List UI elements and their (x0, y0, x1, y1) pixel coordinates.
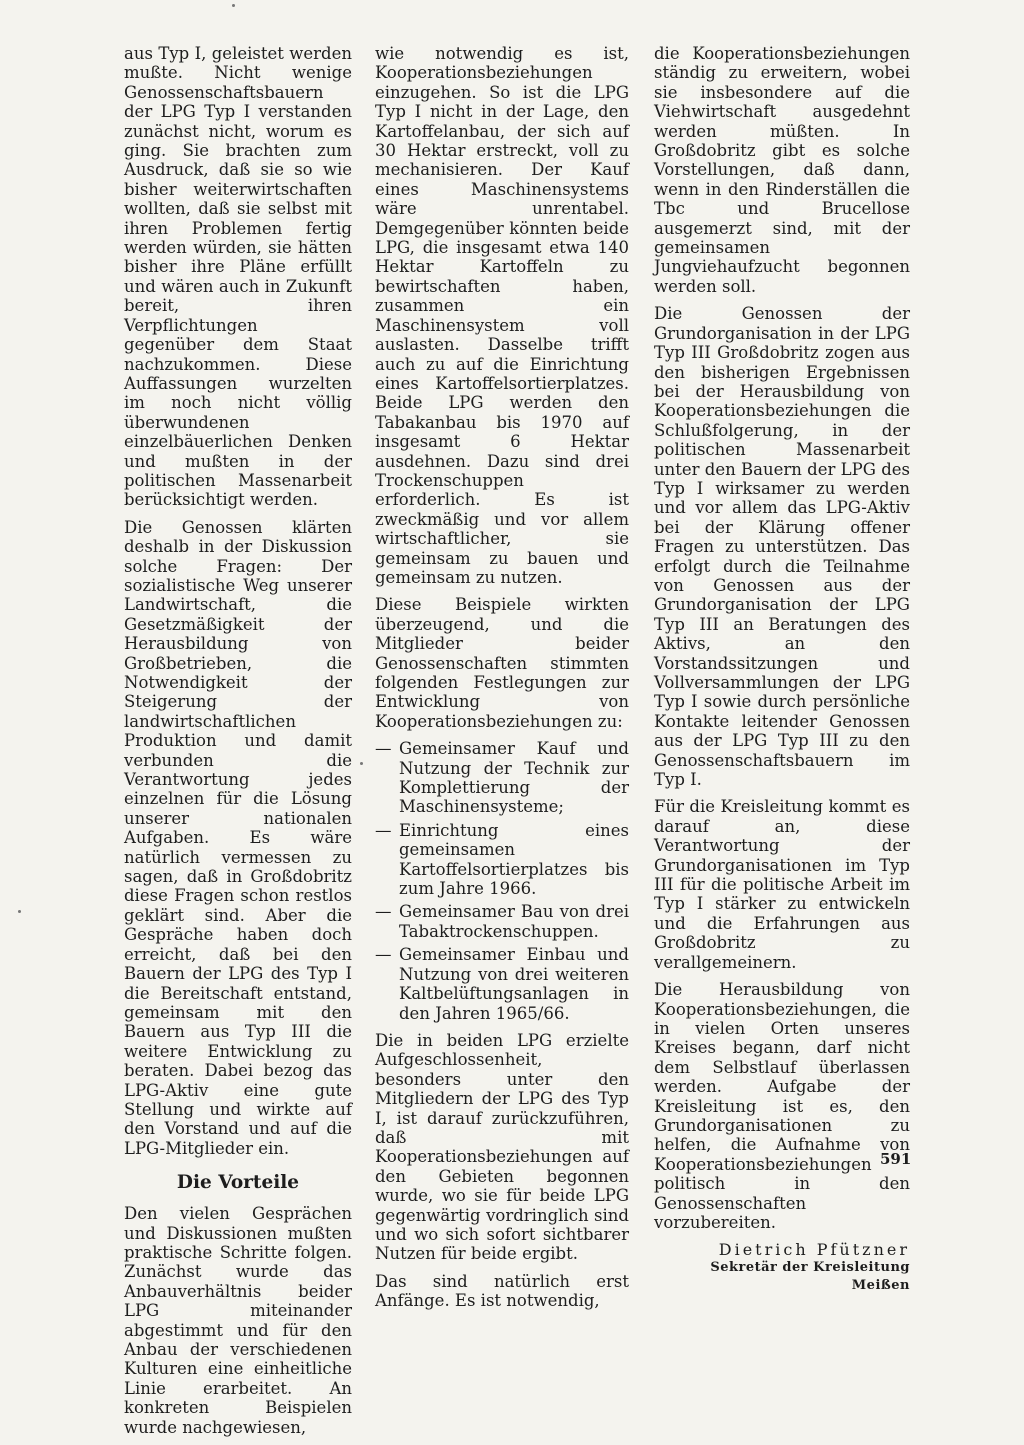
column-1 (124, 44, 352, 1445)
scan-speck (360, 762, 363, 765)
paragraph: die Kooperationsbeziehungen ständig zu erweitern, wobei sie insbesondere auf die Viehwirtschaft ausgedehnt werden müßten. In Großdobritz gibt es solche Vorstellungen, daß dann, wenn in den Rinderställen die Tbc und Brucellose ausgemerzt sind, mit der gemeinsamen Jungviehaufzucht begonnen werden soll. (654, 44, 910, 296)
section-heading: Die Vorteile (176, 1172, 300, 1194)
dash-list (375, 739, 629, 1023)
author-name: Dietrich Pfützner (718, 1240, 910, 1260)
paragraph: wie notwendig es ist, Kooperationsbeziehungen einzugehen. So ist die LPG Typ I nicht in der Lage, den Kartoffelanbau, der sich auf 30 Hektar erstreckt, voll zu mechanisieren. Der Kauf eines Maschinensystems wäre unrentabel. Demgegenüber könnten beide LPG, die insgesamt etwa 140 Hektar Kartoffeln zu bewirtschaften haben, zusammen ein Maschinensystem voll auslasten. Dasselbe trifft auch zu auf die Einrichtung eines Kartoffelsortierplatzes. Beide LPG werden den Tabakanbau bis 1970 auf insgesamt 6 Hektar ausdehnen. Dazu sind drei Trockenschuppen erforderlich. Es ist zweckmäßig und vor allem wirtschaftlicher, sie gemeinsam zu bauen und gemeinsam zu nutzen. (375, 44, 629, 587)
paragraph: Für die Kreisleitung kommt es darauf an, diese Verantwortung der Grundorganisationen im Typ III für die politische Arbeit im Typ I stärker zu entwickeln und die Erfahrungen aus Großdobritz zu verallgemeinern. (654, 797, 910, 972)
list-item: — Gemeinsamer Bau von drei Tabaktrockenschuppen. (375, 902, 629, 941)
page-number: 591 (880, 1150, 912, 1168)
list-item: — Gemeinsamer Einbau und Nutzung von drei weiteren Kaltbelüftungsanlagen in den Jahren 1965/66. (375, 945, 629, 1023)
list-item: — Einrichtung eines gemeinsamen Kartoffelsortierplatzes bis zum Jahre 1966. (375, 821, 629, 899)
paragraph: Diese Beispiele wirkten überzeugend, und die Mitglieder beider Genossenschaften stimmten folgenden Festlegungen zur Entwicklung von Kooperationsbeziehungen zu: (375, 595, 629, 731)
list-item: — Gemeinsamer Kauf und Nutzung der Technik zur Komplettierung der Maschinensysteme; (375, 739, 629, 817)
author-role: Sekretär der Kreisleitung Meißen (710, 1260, 910, 1294)
scan-speck (18, 910, 21, 913)
paragraph: Die Genossen der Grundorganisation in der LPG Typ III Großdobritz zogen aus den bisherigen Ergebnissen bei der Herausbildung von Kooperationsbeziehungen die Schlußfolgerung, in der politischen Massenarbeit unter den Bauern der LPG des Typ I wirksamer zu werden und vor allem das LPG-Aktiv bei der Klärung offener Fragen zu unterstützen. Das erfolgt durch die Teilnahme von Genossen aus der Grundorganisation der LPG Typ III an Beratungen des Aktivs, an den Vorstandssitzungen und Vollversammlungen der LPG Typ I sowie durch persönliche Kontakte leitender Genossen aus der LPG Typ III zu den Genossenschaftsbauern im Typ I. (654, 304, 910, 790)
paragraph: Das sind natürlich erst Anfänge. Es ist notwendig, (375, 1271, 629, 1311)
paragraph: Die Herausbildung von Kooperationsbeziehungen, die in vielen Orten unseres Kreises begann, darf nicht dem Selbstlauf überlassen werden. Aufgabe der Kreisleitung ist es, den Grundorganisationen zu helfen, die Aufnahme von Kooperationsbeziehungen politisch in den Genossenschaften vorzubereiten. (654, 980, 910, 1232)
scan-speck (232, 4, 235, 7)
paragraph: aus Typ I, geleistet werden mußte. Nicht wenige Genossenschaftsbauern der LPG Typ I verstanden zunächst nicht, worum es ging. Sie brachten zum Ausdruck, daß sie so wie bisher weiterwirtschaften wollten, daß sie selbst mit ihren Problemen fertig werden würden, sie hätten bisher ihre Pläne erfüllt und wären auch in Zukunft bereit, ihren Verpflichtungen gegenüber dem Staat nachzukommen. Diese Auffassungen wurzelten im noch nicht völlig überwundenen einzelbäuerlichen Denken und mußten in der politischen Massenarbeit berücksichtigt werden. (124, 44, 352, 510)
column-2 (375, 44, 629, 1319)
column-3 (654, 44, 910, 1295)
paragraph: Die in beiden LPG erzielte Aufgeschlossenheit, besonders unter den Mitgliedern der LPG des Typ I, ist darauf zurückzuführen, daß mit Kooperationsbeziehungen auf den Gebieten begonnen wurde, wo sie für beide LPG gegenwärtig vordringlich sind und wo sich sofort sichtbarer Nutzen für beide ergibt. (375, 1030, 629, 1264)
paragraph: Die Genossen klärten deshalb in der Diskussion solche Fragen: Der sozialistische Weg unserer Landwirtschaft, die Gesetzmäßigkeit der Herausbildung von Großbetrieben, die Notwendigkeit der Steigerung der landwirtschaftlichen Produktion und damit verbunden die Verantwortung jedes einzelnen für die Lösung unserer nationalen Aufgaben. Es wäre natürlich vermessen zu sagen, daß in Großdobritz diese Fragen schon restlos geklärt sind. Aber die Gespräche haben doch erreicht, daß bei den Bauern der LPG des Typ I die Bereitschaft entstand, gemeinsam mit den Bauern aus Typ III die weitere Entwicklung zu beraten. Dabei bezog das LPG-Aktiv eine gute Stellung und wirkte auf den Vorstand und auf die LPG-Mitglieder ein. (124, 517, 352, 1158)
paragraph: Den vielen Gesprächen und Diskussionen mußten praktische Schritte folgen. Zunächst wurde das Anbauverhältnis beider LPG miteinander abgestimmt und für den Anbau der verschiedenen Kulturen eine einheitliche Linie erarbeitet. An konkreten Beispielen wurde nachgewiesen, (124, 1204, 352, 1437)
